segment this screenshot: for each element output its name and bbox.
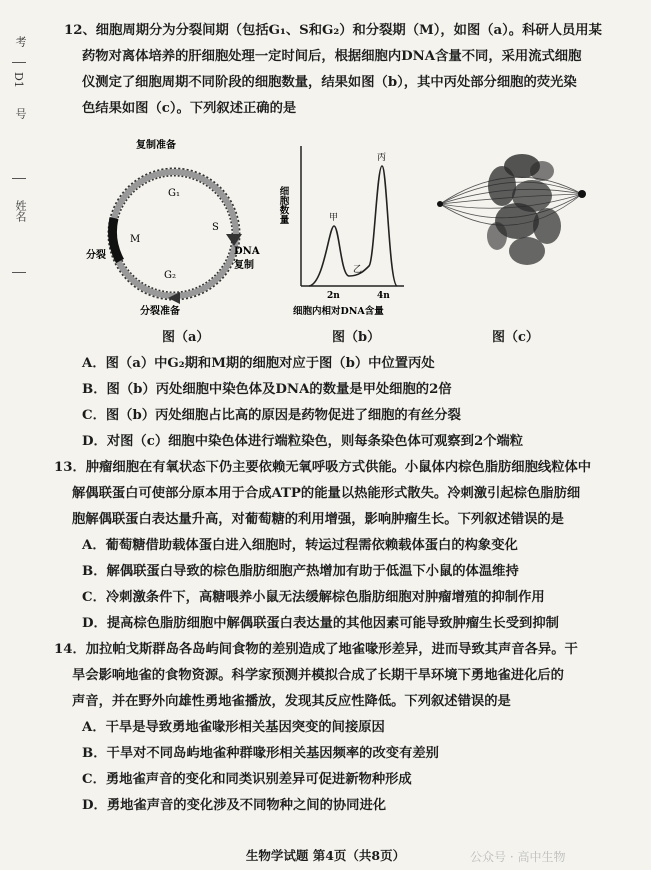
margin-label-a: 考 bbox=[14, 36, 27, 47]
stem-line: 12、细胞周期分为分裂间期（包括G₁、S和G₂）和分裂期（M），如图（a）。科研人员用某 bbox=[64, 23, 602, 38]
fluorescence-micrograph bbox=[432, 126, 612, 321]
option-b: B．图（b）丙处细胞中染色体及DNA的数量是甲处细胞的2倍 bbox=[82, 382, 452, 397]
watermark: 公众号 · 高中生物 bbox=[470, 850, 566, 864]
option-b: B．干旱对不同岛屿地雀种群喙形相关基因频率的改变有差别 bbox=[82, 746, 439, 761]
question-12-options bbox=[64, 351, 624, 455]
peak-label-yi: 乙 bbox=[353, 265, 363, 275]
x-axis-label: 细胞内相对DNA含量 bbox=[293, 306, 384, 317]
caption-fig-a: 图（a） bbox=[162, 330, 210, 345]
option-c: C．冷刺激条件下，高糖喂养小鼠无法缓解棕色脂肪细胞对肿瘤增殖的抑制作用 bbox=[82, 590, 545, 605]
binding-margin bbox=[0, 0, 40, 870]
question-12-figures bbox=[64, 126, 624, 351]
label-m: M bbox=[130, 234, 141, 245]
label-s: S bbox=[212, 222, 219, 233]
label-dna: DNA bbox=[234, 246, 260, 257]
question-13-stem bbox=[54, 455, 624, 533]
caption-fig-b: 图（b） bbox=[332, 330, 381, 345]
question-12-stem bbox=[64, 18, 624, 122]
peak-label-jia: 甲 bbox=[329, 213, 339, 223]
option-d: D．提高棕色脂肪细胞中解偶联蛋白表达量的其他因素可能导致肿瘤生长受到抑制 bbox=[82, 616, 559, 631]
caption-fig-c: 图（c） bbox=[492, 330, 539, 345]
margin-rule bbox=[12, 272, 26, 273]
option-a: A．图（a）中G₂期和M期的细胞对应于图（b）中位置丙处 bbox=[82, 356, 435, 371]
centrosome bbox=[578, 190, 586, 198]
stem-line: 13．肿瘤细胞在有氧状态下仍主要依赖无氧呼吸方式供能。小鼠体内棕色脂肪细胞线粒体中 bbox=[54, 460, 592, 475]
page-footer: 生物学试题 第4页（共8页） bbox=[245, 848, 406, 863]
stem-line: 旱会影响地雀的食物资源。科学家预测并模拟合成了长期干旱环境下勇地雀进化后的 bbox=[72, 668, 564, 683]
question-14-options bbox=[64, 715, 624, 819]
question-13-options bbox=[64, 533, 624, 637]
option-d: D．对图（c）细胞中染色体进行端粒染色，则每条染色体可观察到2个端粒 bbox=[82, 434, 524, 449]
label-g2: G₂ bbox=[164, 270, 176, 281]
chromosome-cluster bbox=[487, 154, 561, 265]
option-c: C．图（b）丙处细胞占比高的原因是药物促进了细胞的有丝分裂 bbox=[82, 408, 461, 423]
margin-label-b: D1 bbox=[12, 72, 25, 88]
y-axis-label: 细胞数量 bbox=[277, 186, 289, 224]
label-g1: G₁ bbox=[168, 188, 180, 199]
stem-line: 解偶联蛋白可使部分原本用于合成ATP的能量以热能形式散失。冷刺激引起棕色脂肪细 bbox=[72, 486, 581, 501]
tick-2n: 2n bbox=[327, 291, 340, 301]
label-copy-prep: 复制准备 bbox=[136, 140, 176, 151]
stem-line: 声音，并在野外向雄性勇地雀播放，发现其反应性降低。下列叙述错误的是 bbox=[72, 694, 511, 709]
option-c: C．勇地雀声音的变化和同类识别差异可促进新物种形成 bbox=[82, 772, 412, 787]
cell-cycle-diagram bbox=[84, 126, 264, 321]
centrosome bbox=[437, 201, 443, 207]
tick-4n: 4n bbox=[377, 291, 390, 301]
stem-line: 仪测定了细胞周期不同阶段的细胞数量，结果如图（b），其中丙处部分细胞的荧光染 bbox=[82, 75, 577, 90]
margin-label-c: 号 bbox=[14, 108, 27, 119]
stem-line: 14．加拉帕戈斯群岛各岛屿间食物的差别造成了地雀喙形差异，进而导致其声音各异。干 bbox=[54, 642, 578, 657]
option-b: B．解偶联蛋白导致的棕色脂肪细胞产热增加有助于低温下小鼠的体温维持 bbox=[82, 564, 519, 579]
m-phase-arc bbox=[113, 218, 120, 261]
option-a: A．葡萄糖借助载体蛋白进入细胞时，转运过程需依赖载体蛋白的构象变化 bbox=[82, 538, 518, 553]
question-14-stem bbox=[54, 637, 624, 715]
label-division: 分裂 bbox=[86, 250, 106, 261]
stem-line: 药物对离体培养的肝细胞处理一定时间后，根据细胞内DNA含量不同，采用流式细胞 bbox=[82, 49, 582, 64]
peak-label-bing: 丙 bbox=[377, 153, 387, 163]
margin-label-d: 姓名 bbox=[14, 200, 27, 222]
stem-line: 色结果如图（c）。下列叙述正确的是 bbox=[82, 101, 297, 116]
option-d: D．勇地雀声音的变化涉及不同物种之间的协同进化 bbox=[82, 798, 387, 813]
dna-content-histogram bbox=[279, 126, 409, 321]
margin-rule bbox=[12, 178, 26, 179]
label-replication: 复制 bbox=[234, 260, 254, 271]
label-division-prep: 分裂准备 bbox=[140, 306, 180, 317]
margin-rule bbox=[12, 62, 26, 63]
stem-line: 胞解偶联蛋白表达量升高，对葡萄糖的利用增强，影响肿瘤生长。下列叙述错误的是 bbox=[72, 512, 564, 527]
exam-page bbox=[54, 18, 624, 819]
option-a: A．干旱是导致勇地雀喙形相关基因突变的间接原因 bbox=[82, 720, 385, 735]
